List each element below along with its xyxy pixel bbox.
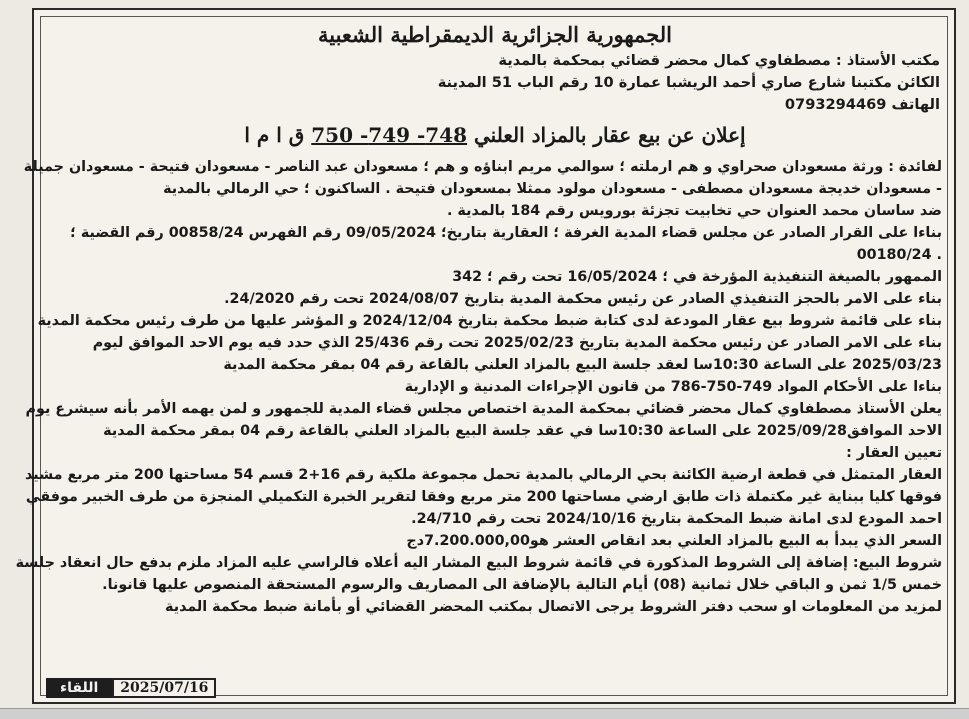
body-line-payment-terms: خمس 1/5 ثمن و الباقي خلال ثمانية (08) أيام التالية بالإضافة الى المصاريف والرسوم المستحقة المنصوص عليها قانونا. (102, 577, 942, 593)
body-line-sale-conditions: شروط البيع: إضافة إلى الشروط المذكورة في قائمة شروط البيع المشار اليه أعلاه فالراسي عليه المزاد ملزم بدفع حال انعقاد جلسة (15, 555, 942, 571)
body-line-beneficiaries-cont: - مسعودان خديجة مسعودان مصطفى - مسعودان مولود ممثلا بمسعودان فتيحة . الساكنون ؛ حي الرمالي بالمدية (163, 181, 942, 197)
body-line-president-order: بناء على الامر الصادر عن رئيس محكمة المدية بتاريخ 2025/02/23 تحت رقم 25/436 الذي حدد فيه يوم الاحد الموافق ليوم (92, 335, 942, 351)
publication-footer (46, 678, 216, 698)
office-line-name: مكتب الأستاذ : مصطفاوي كمال محضر قضائي بمحكمة بالمدية (498, 52, 940, 69)
body-line-enforcement-formula: الممهور بالصيغة التنفيذية المؤرخة في ؛ 16/05/2024 تحت رقم ؛ 342 (452, 269, 942, 285)
notice-title-articles: 748- 749- 750 (311, 123, 468, 147)
body-line-more-info: لمزيد من المعلومات او سحب دفتر الشروط يرجى الاتصال بمكتب المحضر القضائي أو بأمانة ضبط محكمة المدية (165, 599, 942, 615)
notice-title-code: ق ا م ا (244, 123, 305, 147)
body-line-case-number: . 00180/24 (856, 247, 942, 263)
next-column-edge (0, 708, 969, 719)
notice-title-text: إعلان عن بيع عقار بالمزاد العلني (474, 123, 746, 147)
body-line-property-heading: تعيين العقار : (846, 445, 942, 461)
publication-date: 2025/07/16 (112, 678, 216, 698)
office-line-phone: الهاتف 0793294469 (784, 96, 940, 113)
legal-notice (15, 20, 944, 618)
body-line-seizure-order: بناء على الامر بالحجز التنفيذي الصادر عن رئيس محكمة المدية بتاريخ 2024/08/07 تحت رقم 24/2020. (224, 291, 942, 307)
body-line-beneficiaries: لفائدة : ورثة مسعودان صحراوي و هم ارملته ؛ سوالمي مريم ابناؤه و هم ؛ مسعودان عبد الناصر - مسعودان فتيحة - مسعودان جميلة (23, 159, 942, 175)
body-line-starting-price: السعر الذي يبدأ به البيع بالمزاد العلني بعد انقاص العشر هو7.200.000,00دج (406, 533, 942, 549)
body-line-against: ضد ساسان محمد العنوان حي تخابيت تجزئة بورويس رقم 184 بالمدية . (447, 203, 942, 219)
body-line-property-desc: العقار المتمثل في قطعة ارضية الكائنة بحي الرمالي بالمدية تحمل مجموعة ملكية رقم 16+2 قسم 54 مساحتها 200 متر مربع مشيد (25, 467, 942, 483)
body-line-announcement: يعلن الأستاذ مصطفاوي كمال محضر قضائي بمحكمة المدية اختصاص مجلس قضاء المدية للجمهور و لمن يهمه الأمر بأنه سيشرع يوم (25, 401, 942, 417)
body-line-legal-articles: بناءا على الأحكام المواد 749-750-786 من قانون الإجراءات المدنية و الإدارية (404, 379, 942, 395)
body-line-sale-session: الاحد الموافق2025/09/28 على الساعة 10:30سا في عقد جلسة البيع بالمزاد العلني بالقاعة رقم 04 بمقر محكمة المدية (103, 423, 942, 439)
notice-title (46, 120, 944, 150)
newspaper-name: اللقاء (46, 678, 112, 698)
notice-body (15, 156, 944, 618)
notice-frame (15, 8, 956, 704)
body-line-first-session: 2025/03/23 على الساعة 10:30سا لعقد جلسة البيع بالمزاد العلني بالقاعة رقم 04 بمقر محكمة المدية (223, 357, 942, 373)
office-line-address: الكائن مكتبنا شارع صاري أحمد الريشبا عمارة 10 رقم الباب 51 المدينة (437, 74, 940, 91)
body-line-conditions-list: بناء على قائمة شروط بيع عقار المودعة لدى كتابة ضبط محكمة بتاريخ 2024/12/04 و المؤشر عليها من طرف رئيس محكمة المدية (37, 313, 942, 329)
body-line-court-decision: بناءا على القرار الصادر عن مجلس قضاء المدية الغرفة ؛ العقارية بتاريخ؛ 09/05/2024 رقم الفهرس 00858/24 رقم القضية ؛ (70, 225, 942, 241)
body-line-expert-report: احمد المودع لدى امانة ضبط المحكمة بتاريخ 2024/10/16 تحت رقم 24/710. (411, 511, 942, 527)
body-line-property-building: فوقها كليا ببناية غير مكتملة ذات طابق ارضي مساحتها 200 متر مربع وفقا لتقرير الخبرة التكميلي المنجزة من طرف الخبير موفقي (25, 489, 942, 505)
republic-heading: الجمهورية الجزائرية الديمقراطية الشعبية (317, 22, 672, 47)
